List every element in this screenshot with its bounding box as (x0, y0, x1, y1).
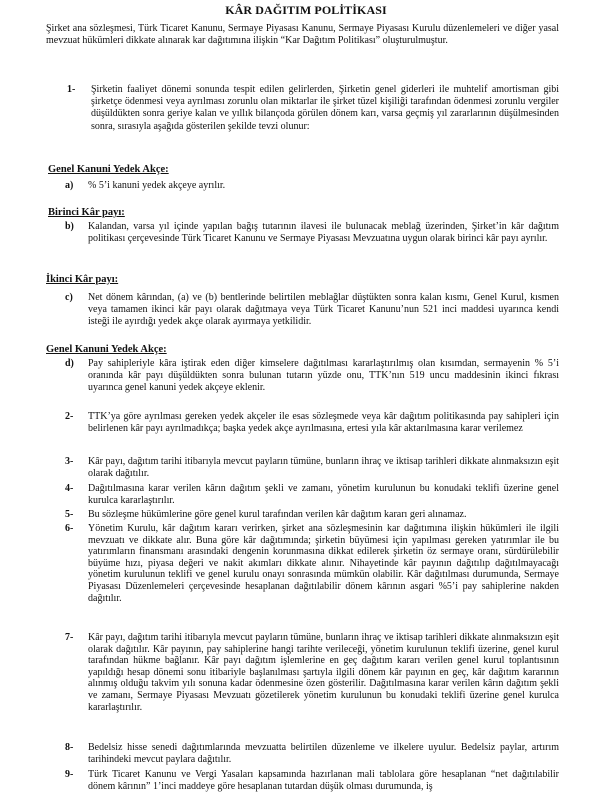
item-3-text: Kâr payı, dağıtım tarihi itibarıyla mevcut payların tümüne, bunların ihraç ve iktisap tarihleri dikkate alınmaksızın eşit olarak dağıtılır. (88, 456, 559, 480)
page-title: KÂR DAĞITIM POLİTİKASI (225, 3, 387, 17)
item-1-text: Şirketin faaliyet dönemi sonunda tespit edilen gelirlerden, Şirketin genel giderleri ile muhtelif amortisman gibi şirketçe ödenmesi veya ayrılması zorunlu olan miktarlar ile şirket tüzel kişiliği tarafından ödenmesi zorunlu vergiler düşüldükten sonra geriye kalan ve yıllık bilançoda görülen dönem karı, varsa geçmiş yıl zararlarının düşülmesinden sonra, sırasıyla aşağıda gösterilen şekilde tevzi olunur: (91, 84, 559, 132)
item-6-text: Yönetim Kurulu, kâr dağıtım kararı verirken, şirket ana sözleşmesinin kar dağıtımına ilişkin hükümleri ile ilgili mevzuatı ve dikkate alır. Buna göre kâr dağıtımında; şirketin büyümesi için yapılması gereken yatırımlar ile bu yatırımların finansmanı arasındaki dengenin korunmasına dikkat edilerek şirketin öz sermaye oranı, sürdürülebilir büyüme hızı, piyasa değeri ve nakit akımları dikkate alınır. Nihayetinde kâr payının dağıtılıp dağıtılmayacağı yönetim kurulunun teklifi ve genel kurulu onayı sonrasında mümkün olabilir. Kâr dağıtılması durumunda, Sermaye Piyasası Düzenlemeleri çerçevesinde hesaplanan dağıtılabilir dönem kârının asgari %5’i pay sahiplerine nakden dağıtılır. (88, 523, 559, 604)
item-4-number: 4- (65, 483, 74, 494)
section-b-heading: Birinci Kâr payı: (48, 207, 125, 218)
section-c-letter: c) (65, 292, 73, 303)
item-5-text: Bu sözleşme hükümlerine göre genel kurul tarafından verilen kâr dağıtım kararı geri alınamaz. (88, 509, 467, 520)
section-d-letter: d) (65, 358, 74, 369)
section-c-text: Net dönem kârından, (a) ve (b) bentlerinde belirtilen meblağlar düştükten sonra kalan kısmı, Genel Kurul, kısmen veya tamamen ikinci kâr payı olarak dağıtmaya veya Türk Ticaret Kanunu’nun 521 inci maddesi uyarınca kendi isteği ile ayırdığı yedek akçe olarak ayırmaya yetkilidir. (88, 292, 559, 328)
section-d-text: Pay sahipleriyle kâra iştirak eden diğer kimselere dağıtılması kararlaştırılmış olan kısımdan, sermayenin % 5’i oranında kâr payı düşüldükten sonra bulunan tutarın yüzde onu, TTK’nın 519 uncu maddesinin ikinci fıkrası uyarınca genel kanuni yedek akçeye eklenir. (88, 358, 559, 394)
item-2-text: TTK’ya göre ayrılması gereken yedek akçeler ile esas sözleşmede veya kâr dağıtım politikasında pay sahipleri için belirlenen kâr payı ayrılmadıkça; başka yedek akçe ayrılmasına, ertesi yıla kâr aktarılmasına karar verilemez (88, 411, 559, 435)
section-a-letter: a) (65, 180, 74, 191)
section-c-heading: İkinci Kâr payı: (46, 274, 119, 285)
section-d-heading: Genel Kanuni Yedek Akçe: (46, 344, 167, 355)
item-3-number: 3- (65, 456, 74, 467)
item-8-number: 8- (65, 742, 74, 753)
item-7-number: 7- (65, 632, 74, 643)
section-a-text: % 5’i kanuni yedek akçeye ayrılır. (88, 180, 226, 191)
item-1-number: 1- (67, 84, 76, 95)
item-6-number: 6- (65, 523, 74, 534)
item-2-number: 2- (65, 411, 74, 422)
item-9-text: Türk Ticaret Kanunu ve Vergi Yasaları kapsamında hazırlanan mali tablolara göre hesaplanan “net dağıtılabilir dönem kârının” 1’inci maddeye göre hesaplanan tutardan düşük olması durumunda, iş (88, 769, 559, 793)
section-b-text: Kalandan, varsa yıl içinde yapılan bağış tutarının ilavesi ile bulunacak meblağ üzerinden, Şirket’in kâr dağıtım politikası çerçevesinde Türk Ticaret Kanunu ve Sermaye Piyasası Mevzuatına uygun olarak birinci kâr payı ayrılır. (88, 221, 559, 245)
section-a-heading: Genel Kanuni Yedek Akçe: (48, 164, 169, 175)
section-b-letter: b) (65, 221, 74, 232)
item-4-text: Dağıtılmasına karar verilen kârın dağıtım şekli ve zamanı, yönetim kurulunun bu konudaki teklifi üzerine genel kurulca kararlaştırılır. (88, 483, 559, 507)
item-8-text: Bedelsiz hisse senedi dağıtımlarında mevzuatta belirtilen düzenleme ve ilkelere uyulur. Bedelsiz paylar, artırım tarihindeki mevcut paylara dağıtılır. (88, 742, 559, 766)
item-5-number: 5- (65, 509, 74, 520)
item-9-number: 9- (65, 769, 74, 780)
intro-paragraph: Şirket ana sözleşmesi, Türk Ticaret Kanunu, Sermaye Piyasası Kanunu, Sermaye Piyasası Kurulu düzenlemeleri ve diğer yasal mevzuat hükümleri dikkate alınarak kar dağıtımına ilişkin “Kar Dağıtım Politikası” oluşturulmuştur. (46, 23, 559, 47)
item-7-text: Kâr payı, dağıtım tarihi itibarıyla mevcut payların tümüne, bunların ihraç ve iktisap tarihleri dikkate alınmaksızın eşit olarak dağıtılır. Kâr payının, pay sahiplerine hangi tarihte verileceği, yönetim kurulunun teklifi üzerine, genel kurul tarafından hükme bağlanır. Kâr payı dağıtım işlemlerine en geç dağıtım kararı verilen genel kurul toplantısının yapıldığı hesap dönemi sonu itibariyle başlanılması şartıyla ilgili dönem kâr payının en geç, kâr dağıtım kararının alınmış olduğu takvim yılı sonuna kadar ödenmesine özen gösterilir. Dağıtılmasına karar verilen kârın dağıtım şekli ve zamanı, Sermaye Piyasası Mevzuatı gözetilerek yönetim kurulunun bu konudaki teklifi üzerine genel kurulca kararlaştırılır. (88, 632, 559, 713)
